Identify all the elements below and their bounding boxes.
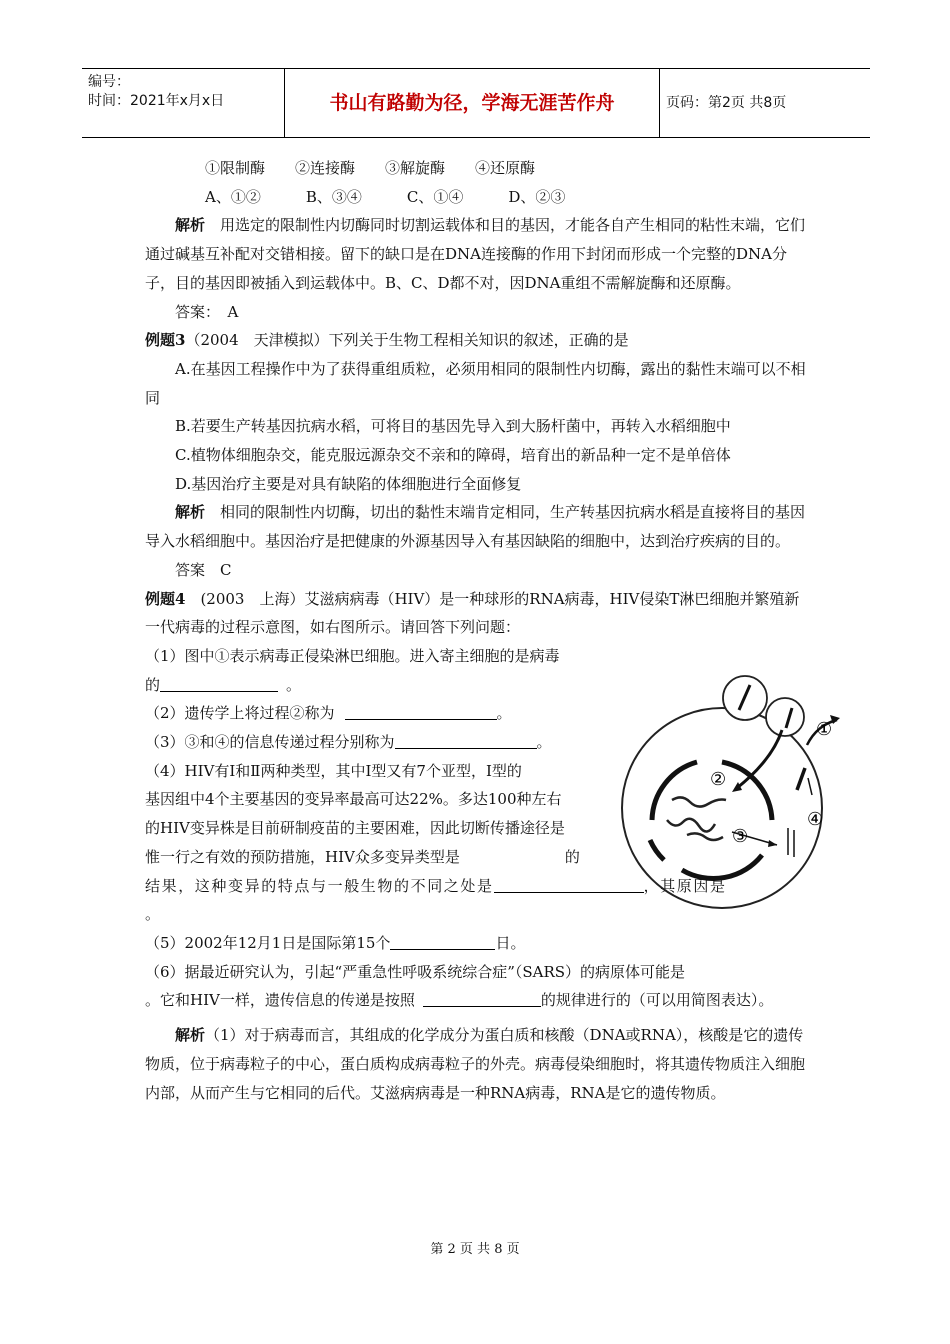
answer-blank[interactable] (160, 673, 278, 692)
analysis-label: 解析 (175, 216, 206, 235)
q3-end: 。 (536, 733, 552, 752)
example-stem-text: （2004 天津模拟）下列关于生物工程相关知识的叙述，正确的是 (185, 331, 629, 350)
dna-strand (687, 833, 723, 840)
label-1: ① (816, 719, 833, 740)
dna-strand (672, 797, 726, 806)
arrow-head (768, 840, 777, 847)
example3-answer: 答案 C (175, 560, 232, 579)
virus-particle (766, 698, 804, 736)
q1-end: 。 (286, 675, 302, 694)
dna-strand (667, 819, 715, 832)
header-date: 时间：2021年x月x日 (88, 93, 225, 109)
label-4: ④ (807, 809, 824, 830)
nucleus-membrane (652, 762, 697, 820)
q5-text: （5）2002年12月1日是国际第15个 (145, 933, 391, 952)
q2-options: ①限制酶 ②连接酶 ③解旋酶 ④还原酶 (205, 159, 536, 177)
assembly-arrow (808, 778, 812, 795)
document-body (145, 154, 810, 1107)
q4-line-b: 基因组中4个主要基因的变异率最高可达22%。多达100种左右 (145, 790, 562, 809)
q4-line-a: （4）HIV有Ⅰ和Ⅱ两种类型，其中Ⅰ型又有7个亚型，Ⅰ型的 (145, 761, 522, 780)
analysis-label: 解析 (175, 503, 206, 522)
q4-end: ，其原因是 (643, 876, 727, 895)
header-motto: 书山有路勤为径，学海无涯苦作舟 (329, 92, 615, 114)
example3-option-d: D.基因治疗主要是对具有缺陷的体细胞进行全面修复 (175, 474, 522, 493)
q6-text: 。它和HIV一样，遗传信息的传递是按照 (145, 991, 415, 1010)
example3-option-b: B.若要生产转基因抗病水稻，可将目的基因先导入到大肠杆菌中，再转入水稻细胞中 (175, 417, 731, 436)
q4-line-f: 。 (145, 905, 161, 924)
q5-end: 日。 (495, 933, 526, 952)
q2-end: 。 (496, 704, 512, 723)
example3-stem (145, 326, 810, 355)
example3-option-c: C.植物体细胞杂交，能克服远源杂交不亲和的障碍，培育出的新品种一定不是单倍体 (175, 446, 731, 465)
q2-choices: A、①② B、③④ C、①④ D、②③ (205, 187, 566, 206)
q2-text: （2）遗传学上将过程②称为 (145, 704, 335, 723)
analysis-text: 相同的限制性内切酶，切出的黏性末端肯定相同，生产转基因抗病水稻是直接将目的基因导入水稻细胞中。基因治疗是把健康的外源基因导入有基因缺陷的细胞中，达到治疗疾病的目的。 (145, 503, 806, 551)
q4-line-d (145, 843, 620, 872)
example3-option-a: A.在基因工程操作中为了获得重组质粒，必须用相同的限制性内切酶，露出的黏性末端可以不相同 (145, 359, 806, 407)
new-virus-rna (797, 768, 805, 790)
q1-text: 的 (145, 675, 161, 694)
answer-blank[interactable] (395, 730, 537, 749)
q2-answer: 答案： A (175, 302, 239, 321)
example-label: 例题3 (145, 331, 186, 350)
example-label: 例题4 (145, 589, 186, 608)
analysis-text: （1）对于病毒而言，其组成的化学成分为蛋白质和核酸（DNA或RNA），核酸是它的遗传物质，位于病毒粒子的中心，蛋白质构成病毒粒子的外壳。病毒侵染细胞时，将其遗传物质注入细胞内部，从而产生与它相同的后代。艾滋病病毒是一种RNA病毒，RNA是它的遗传物质。 (145, 1026, 806, 1102)
analysis-text: 用选定的限制性内切酶同时切割运载体和目的基因，才能各自产生相同的粘性末端，它们通过碱基互补配对交错相接。留下的缺口是在DNA连接酶的作用下封闭而形成一个完整的DNA分子，目的基因即被插入到运载体中。B、C、D都不对，因DNA重组不需解旋酶和还原酶。 (145, 216, 806, 292)
q4-text: 结果，这种变异的特点与一般生物的不同之处是 (145, 876, 494, 895)
example4-questions-left (145, 642, 620, 872)
q2-line (145, 699, 620, 728)
example-stem-text: (2003 上海）艾滋病病毒（HIV）是一种球形的RNA病毒，HIV侵染T淋巴细胞并繁殖新一代病毒的过程示意图，如右图所示。请回答下列问题： (145, 589, 800, 637)
q2-analysis (145, 211, 810, 297)
q3-line (145, 728, 620, 757)
label-3: ③ (732, 826, 749, 847)
analysis-label: 解析 (175, 1026, 206, 1045)
page-footer: 第 2 页 共 8 页 (430, 1242, 520, 1257)
q4-text: 惟一行之有效的预防措施，HIV众多变异类型是 (145, 847, 460, 866)
q6-line-a: （6）据最近研究认为，引起“严重急性呼吸系统综合症”（SARS）的病原体可能是 (145, 962, 686, 981)
nucleus-membrane (650, 840, 664, 860)
q1-line-b (145, 671, 620, 700)
header-page-info: 页码：第2页 共8页 (666, 95, 787, 111)
q4-end: 的 (564, 847, 580, 866)
header-divider (659, 69, 660, 137)
header-meta (88, 73, 284, 111)
answer-blank[interactable] (345, 701, 497, 720)
nucleus-membrane (722, 762, 772, 820)
answer-blank[interactable] (390, 931, 495, 950)
label-2: ② (710, 769, 727, 790)
example4-stem (145, 585, 810, 642)
hiv-infection-diagram (612, 670, 852, 925)
infection-arrow (737, 730, 782, 788)
example3-analysis (145, 498, 810, 555)
q5-line (145, 929, 810, 958)
q4-line-c: 的HIV变异株是目前研制疫苗的主要困难，因此切断传播途径是 (145, 819, 565, 838)
nucleus-membrane (682, 855, 762, 879)
q6-end: 的规律进行的（可以用简图表达）。 (540, 991, 774, 1010)
q1-line-a: （1）图中①表示病毒正侵染淋巴细胞。进入寄主细胞的是病毒 (145, 646, 560, 665)
header-number-label: 编号： (88, 74, 130, 90)
example4-analysis (145, 1021, 810, 1107)
q3-text: （3）③和④的信息传递过程分别称为 (145, 733, 395, 752)
answer-blank[interactable] (423, 988, 541, 1007)
page-header (82, 68, 870, 138)
q6-line-b (145, 986, 810, 1015)
